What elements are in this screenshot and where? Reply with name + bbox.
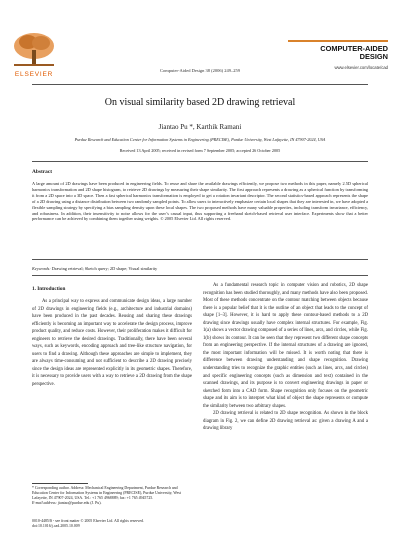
- doi-line[interactable]: doi:10.1016/j.cad.2005.10.009: [32, 524, 80, 528]
- journal-title-line2: DESIGN: [359, 52, 388, 62]
- journal-brand: [288, 40, 388, 70]
- header-divider: [32, 84, 368, 85]
- issn-line: 0010-4485/$ - see front matter © 2005 Elsevier Ltd. All rights reserved.: [32, 519, 144, 523]
- abstract-copyright: © 2005 Elsevier Ltd. All rights reserved.: [160, 216, 232, 222]
- intro-paragraph-3: 2D drawing retrieval is related to 2D shape recognition. As shown in the block diagram in Fig. 2, we can define 2D drawing retrieval as: given a drawing A and a drawing library: [203, 411, 368, 432]
- section-heading-introduction: 1. Introduction: [32, 286, 66, 292]
- keywords-text: Drawing retrieval; Sketch query; 2D shape; Visual similarity: [51, 266, 158, 271]
- brand-rule: [288, 40, 388, 42]
- body-left-column: [32, 286, 192, 389]
- paper-title: On visual similarity based 2D drawing retrieval: [104, 97, 296, 108]
- abstract-mid-divider: [32, 259, 368, 260]
- abstract-heading: Abstract: [32, 169, 53, 175]
- abstract-text: A large amount of 2D drawings have been produced in engineering fields. To reuse and share the available drawings efficiently, we propose two methods in this paper, namely 2.5D spherical harmonics transformation and 2D shape histogram, to retrieve 2D drawings by measuring their shape similarity. The first approach represents a drawing as a spherical function by transforming it from a 2D space into a 3D space. Then a fast spherical harmonics transformation is employed to get a rotation invariant descriptor. The second statistics-based approach represents the shape of a 2D drawing using a distance distribution between two randomly sampled points. To allow users to interactively emphasize certain local shapes that they are interested in, we have adopted a flexible sampling strategy by specifying a bias sampling density upon these local shapes. The two proposed methods have many valuable properties, including transform invariance, efficiency, and robustness. In addition, their insensitivity to noise allows for the user’s casual input, thus supporting a freehand sketch-based retrieval user interface. Experiments show that a better performance can be achieved by combining them together using weights.: [32, 181, 368, 222]
- received-dates: Received 13 April 2005; received in revised form 7 September 2005; accepted 26 October 2005: [119, 148, 281, 153]
- email-label: E-mail address:: [32, 501, 57, 506]
- corresponding-author-note: * Corresponding author. Address: Mechanical Engineering Department, Purdue Research and Education Center for Information Systems in Engineering (PRECISE), Purdue University, West Lafayette, IN 47907-2024, USA. Tel.: +1 765 4968889; fax: +1 765 4945725.: [32, 486, 181, 501]
- author-affiliation: Purdue Research and Education Center for Information Systems in Engineering (PRECISE), Purdue University, West Lafayette, IN 47907-2024, USA: [74, 137, 326, 142]
- email-line: [32, 501, 192, 506]
- journal-citation: Computer-Aided Design 38 (2006) 249–259: [160, 68, 240, 73]
- journal-title-line1: COMPUTER-AIDED: [320, 44, 388, 53]
- abstract-body: [32, 181, 368, 222]
- abstract-top-divider: [32, 161, 368, 162]
- keywords-label: Keywords:: [32, 266, 51, 271]
- intro-paragraph-1: As a principal way to express and communicate design ideas, a large number of 2D drawings in engineering fields (e.g., architecture and industrial domains) have been produced in the past decades. Reusing and sharing these drawings efficiently is becoming an important way to accelerate the design process, improve product quality, and reduce costs. However, their proliferation makes it difficult for engineers to retrieve the desired drawings. Traditionally, there have been several ways, such as keywords, encoding approach and tree-like structure navigation, for users to find a drawing. Although these approaches are simple to implement, they are always time-consuming and not sufficient to describe a 2D drawing precisely since the design ideas are represented explicitly in its geometric shapes. Therefore, it is necessary to provide users with a way to retrieve a 2D drawing from the shape perspective.: [32, 299, 192, 388]
- email-address[interactable]: jiantao@purdue.edu (J. Pu).: [57, 501, 102, 506]
- paper-authors: Jiantao Pu *, Karthik Ramani: [158, 123, 242, 131]
- elsevier-tree-icon: [8, 30, 60, 70]
- publisher-name: ELSEVIER: [14, 71, 54, 78]
- footnote-rule: [32, 483, 88, 484]
- keywords-line: [32, 266, 368, 271]
- issn-block: [32, 519, 202, 529]
- intro-paragraph-2: As a fundamental research topic in computer vision and robotics, 2D shape recognition has been studied thoroughly, and many methods have also been proposed. Most of these methods concentrate on the contour matching between objects because there is a popular belief that it is the outline of an object that leads to the concept of shape [1–3]. However, it is hard to apply these contour-based methods to a 2D drawing since drawings usually have complex internal structures. For example, Fig. 1(a) shows a vector drawing composed of a series of lines, arcs, and circles, while Fig. 1(b) shows its contour. It can be seen that they represent two different shape concepts from an engineering perspective. If the internal structures of a drawing are ignored, the most important information will be missed. It is worth noting that there is difference between drawing understanding and shape recognition. Drawing understanding tries to recognize the graphic entities (such as lines, arcs, and circles) and specific engineering concepts (such as dimension and text) contained in the scanned drawings, and its purpose is to convert engineering drawings in paper or sketched form into a CAD form. Shape recognition only focuses on the geometric shape and its aim is to interpret what kind of object the shape represents or compute the similarity between two arbitrary shapes.: [203, 283, 368, 409]
- publisher-logo: [8, 30, 60, 78]
- body-right-column: [203, 282, 368, 433]
- keywords-divider: [32, 275, 368, 276]
- journal-url[interactable]: www.elsevier.com/locate/cad: [334, 64, 388, 70]
- footnote: [32, 486, 192, 506]
